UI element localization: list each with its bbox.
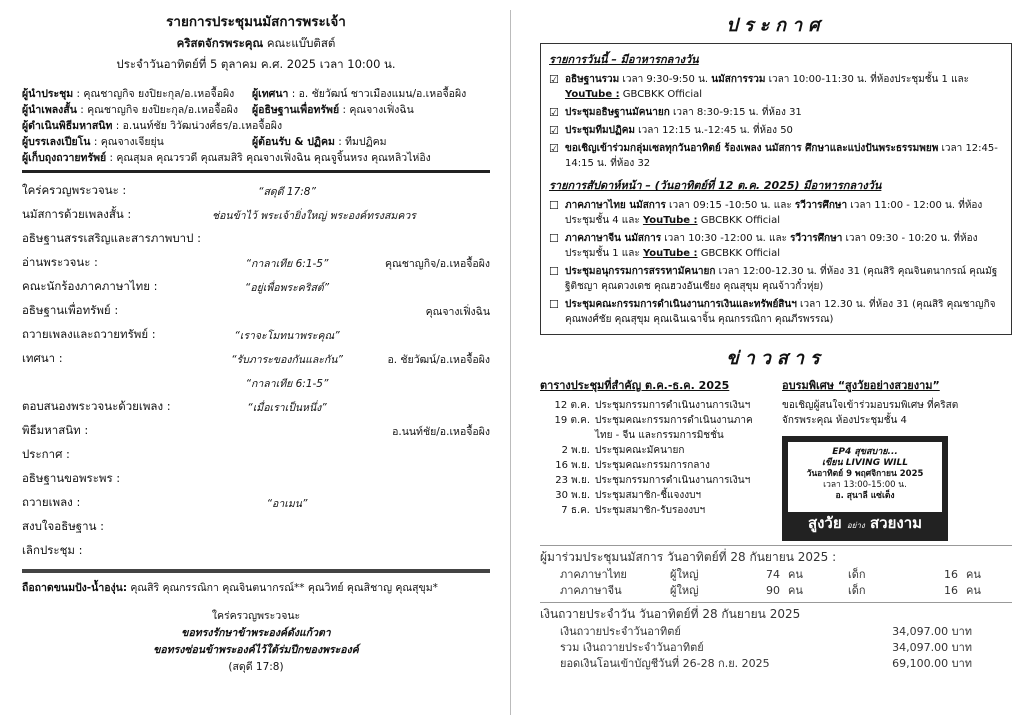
schedule-row bbox=[540, 473, 760, 488]
order-item: อ่านพระวจนะ : bbox=[22, 255, 98, 269]
order-row bbox=[22, 251, 490, 275]
attendance-child-count: 16 bbox=[944, 568, 958, 581]
announce-text bbox=[565, 264, 1003, 294]
order-row bbox=[22, 443, 490, 467]
role-label: ผู้นำเพลงสั้น bbox=[22, 104, 77, 116]
announce-detail: เวลา 10:00-11:30 น. ที่ห้องประชุมชั้น 1 และ bbox=[765, 74, 970, 85]
order-item: ตอบสนองพระวจนะด้วยเพลง : bbox=[22, 399, 171, 413]
divider bbox=[22, 170, 490, 173]
schedule-text: ประชุมสมาชิก-รับรองงบฯ bbox=[595, 505, 706, 516]
youtube-label: YouTube : bbox=[642, 248, 698, 259]
order-item: ประกาศ : bbox=[22, 447, 70, 461]
schedule-date: 16 พ.ย. bbox=[555, 460, 590, 471]
order-ref: “รับภาระของกันและกัน” bbox=[231, 353, 343, 366]
order-item: เทศนา : bbox=[22, 351, 63, 365]
offering-row bbox=[540, 624, 1012, 640]
order-person: อ. ชัยวัฒน์/อ.เหอจื้อผิง bbox=[387, 353, 490, 366]
training-panel bbox=[782, 376, 1012, 541]
announce-detail: เวลา 12:15 น.-12:45 น. ที่ห้อง 50 bbox=[635, 125, 793, 136]
schedule-row bbox=[540, 413, 760, 443]
attendance-group: ภาคภาษาจีน bbox=[560, 584, 622, 597]
offering-label: ยอดเงินโอนเข้าบัญชีวันที่ 26-28 ก.ย. 2025 bbox=[560, 657, 770, 670]
checkbox-icon: ☑ bbox=[549, 106, 559, 119]
next-list bbox=[549, 198, 1003, 327]
announce-item bbox=[549, 141, 1003, 171]
schedule-row bbox=[540, 443, 760, 458]
announce-text bbox=[565, 141, 1003, 171]
order-ref: “เราจะโมทนาพระคุณ” bbox=[234, 329, 340, 342]
announce-detail: เวลา 12:45-14:15 น. ที่ห้อง 32 bbox=[565, 143, 998, 169]
attendance-unit: คน bbox=[788, 584, 803, 597]
announce-detail: เวลา 12:00-12.30 น. ที่ห้อง 31 (คุณสิริ คุณจินตนากรณ์ คุณมัฐฐิติชญา คุณดวงเดช คุณฮวงอันเซียง คุณสุขุม คุณจ้าวกั๋วหุ่ย) bbox=[565, 266, 998, 292]
announce-bold: รวีวารศึกษา bbox=[790, 233, 843, 244]
announce-title: ประกาศ bbox=[726, 15, 826, 36]
role-cell bbox=[252, 102, 490, 118]
announce-item bbox=[549, 231, 1003, 261]
attendance-child-count: 16 bbox=[944, 584, 958, 597]
role-cell bbox=[22, 86, 252, 102]
role-cell bbox=[22, 118, 283, 134]
schedule-text: ประชุมคณะกรรมการดำเนินงานภาคไทย - จีน และกรรมการมิชชั่น bbox=[595, 415, 753, 441]
announce-item bbox=[549, 198, 1003, 228]
communion-servers: ถือถาดขนมปัง-น้ำองุ่น: คุณสิริ คุณกรรณิกา คุณจินตนากรณ์** คุณวิทย์ คุณสิชาญ คุณสุขุม* bbox=[22, 582, 438, 594]
attendance-unit: คน bbox=[788, 568, 803, 581]
role-cell bbox=[22, 150, 431, 166]
offering-row bbox=[540, 640, 1012, 656]
schedule-text: ประชุมคณะมัคนายก bbox=[595, 445, 685, 456]
schedule-text: ประชุมกรรมการดำเนินงานการเงินฯ bbox=[595, 475, 751, 486]
announce-bold: ประชุมคณะกรรมการดำเนินงานการเงินและทรัพย์สินฯ bbox=[565, 299, 797, 310]
attendance-child-label: เด็ก bbox=[848, 584, 866, 597]
order-item: ใคร่ครวญพระวจนะ : bbox=[22, 183, 127, 197]
attendance-adult-label: ผู้ใหญ่ bbox=[670, 584, 699, 597]
offering-value: 34,097.00 บาท bbox=[892, 641, 972, 654]
news-section bbox=[540, 376, 1012, 541]
order-row bbox=[22, 347, 490, 371]
schedule-date: 19 ต.ค. bbox=[554, 415, 590, 426]
poster-info: EP4 สุขสบาย... เขียน LIVING WILL วันอาทิตย์ 9 พฤศจิกายน 2025 เวลา 13:00-15:00 น. อ. สุนาลี แซ่เต็ง bbox=[788, 442, 942, 512]
checkbox-icon: ☐ bbox=[549, 265, 559, 278]
schedule-heading: ตารางประชุมที่สำคัญ ต.ค.-ธ.ค. 2025 bbox=[540, 379, 730, 392]
order-item: อธิษฐานสรรเสริญและสารภาพบาป : bbox=[22, 231, 201, 245]
offering-label: เงินถวายประจำวันอาทิตย์ bbox=[560, 625, 681, 638]
order-person: คุณชาญกิจ/อ.เหอจื้อผิง bbox=[385, 257, 490, 270]
order-ref: “กาลาเทีย 6:1-5” bbox=[245, 257, 329, 270]
announce-text bbox=[565, 72, 1003, 102]
announce-bold: ขอเชิญเข้าร่วมกลุ่มเซลทุกวันอาทิตย์ ร้องเพลง นมัสการ ศึกษาและแบ่งปันพระธรรมพยพ bbox=[565, 143, 939, 154]
checkbox-icon: ☑ bbox=[549, 73, 559, 86]
announce-item bbox=[549, 123, 1003, 138]
role-cell bbox=[252, 134, 490, 150]
role-value: : คุณชาญกิจ ยงปิยะกุล/อ.เหอจื้อผิง bbox=[73, 88, 235, 100]
role-cell bbox=[252, 118, 490, 134]
announce-detail: เวลา 9:30-9:50 น. bbox=[619, 74, 712, 85]
attendance-list bbox=[540, 567, 1012, 599]
order-ref: “อยู่เพื่อพระคริสต์” bbox=[244, 281, 330, 294]
announce-detail: เวลา 10:30 -12:00 น. และ bbox=[661, 233, 791, 244]
role-label: ผู้เก็บถุงถวายทรัพย์ bbox=[22, 152, 107, 164]
order-item: เลิกประชุม : bbox=[22, 543, 83, 557]
role-row bbox=[22, 102, 490, 118]
schedule-panel bbox=[540, 376, 760, 541]
role-row bbox=[22, 118, 490, 134]
church-name: คริสตจักรพระคุณ คณะแบ๊บติสต์ bbox=[176, 36, 336, 50]
checkbox-icon: ☑ bbox=[549, 124, 559, 137]
schedule-row bbox=[540, 458, 760, 473]
announce-box bbox=[540, 43, 1012, 335]
schedule-date: 7 ธ.ค. bbox=[561, 505, 590, 516]
order-row bbox=[22, 467, 490, 491]
schedule-text: ประชุมคณะกรรมการกลาง bbox=[595, 460, 710, 471]
role-cell bbox=[252, 150, 490, 166]
schedule-date: 2 พ.ย. bbox=[561, 445, 590, 456]
attendance-adult-count: 90 bbox=[766, 584, 780, 597]
schedule-row bbox=[540, 503, 760, 518]
role-cell bbox=[22, 102, 252, 118]
training-poster bbox=[782, 436, 948, 541]
page-divider bbox=[510, 10, 511, 715]
order-row bbox=[22, 419, 490, 443]
announce-detail: GBCBKK Official bbox=[619, 89, 703, 100]
role-label: ผู้อธิษฐานเพื่อทรัพย์ bbox=[252, 104, 340, 116]
next-heading: รายการสัปดาห์หน้า – (วันอาทิตย์ที่ 12 ต.ค. 2025) มีอาหารกลางวัน bbox=[549, 179, 882, 192]
order-person: อ.นนท์ชัย/อ.เหอจื้อผิง bbox=[392, 425, 490, 438]
order-ref: “อาเมน” bbox=[266, 497, 308, 510]
checkbox-icon: ☑ bbox=[549, 142, 559, 155]
role-label: ผู้เทศนา bbox=[252, 88, 289, 100]
announce-text bbox=[565, 198, 1003, 228]
training-text: ขอเชิญผู้สนใจเข้าร่วมอบรมพิเศษ ที่คริสตจักรพระคุณ ห้องประชุมชั้น 4 bbox=[782, 400, 959, 426]
order-row bbox=[22, 227, 490, 251]
meditation-verse: ใคร่ครวญพระวจนะ ขอทรงรักษาข้าพระองค์ดังแก้วตา ขอทรงซ่อนข้าพระองค์ไว้ใต้ร่มปีกของพระองค์ (สดุดี 17:8) bbox=[153, 610, 359, 673]
order-of-service bbox=[22, 179, 490, 563]
schedule-date: 23 พ.ย. bbox=[555, 475, 590, 486]
roles-list bbox=[22, 86, 490, 166]
announce-detail: GBCBKK Official bbox=[697, 248, 780, 259]
announce-detail: GBCBKK Official bbox=[697, 215, 780, 226]
offering-list bbox=[540, 624, 1012, 672]
attendance-adult-count: 74 bbox=[766, 568, 780, 581]
schedule-date: 30 พ.ย. bbox=[555, 490, 590, 501]
role-label: ผู้ต้อนรับ & ปฏิคม bbox=[252, 136, 335, 148]
order-item: คณะนักร้องภาคภาษาไทย : bbox=[22, 279, 158, 293]
attendance-section bbox=[540, 545, 1012, 599]
announce-bold: ประชุมอธิษฐานมัคนายก bbox=[565, 107, 670, 118]
announce-item bbox=[549, 72, 1003, 102]
announce-detail: เวลา 09:15 -10:50 น. และ bbox=[665, 200, 795, 211]
training-heading: อบรมพิเศษ “สูงวัยอย่างสวยงาม” bbox=[782, 379, 940, 392]
announce-item bbox=[549, 297, 1003, 327]
order-row bbox=[22, 539, 490, 563]
offering-section bbox=[540, 602, 1012, 672]
announce-bold: นมัสการรวม bbox=[711, 74, 766, 85]
role-value: : ทีมปฏิคม bbox=[334, 136, 387, 148]
order-person: คุณจางเฟิ่งฉิน bbox=[425, 305, 490, 318]
attendance-child-label: เด็ก bbox=[848, 568, 866, 581]
order-item: ถวายเพลง : bbox=[22, 495, 81, 509]
role-label: ผู้นำประชุม bbox=[22, 88, 74, 100]
left-page bbox=[22, 10, 490, 720]
youtube-label: YouTube : bbox=[565, 89, 620, 100]
announce-bold: รวีวารศึกษา bbox=[794, 200, 848, 211]
order-row bbox=[22, 299, 490, 323]
schedule-date: 12 ต.ค. bbox=[554, 400, 590, 411]
order-item: อธิษฐานเพื่อทรัพย์ : bbox=[22, 303, 119, 317]
schedule-list bbox=[540, 398, 760, 518]
order-row bbox=[22, 323, 490, 347]
order-row bbox=[22, 203, 490, 227]
order-item: สงบใจอธิษฐาน : bbox=[22, 519, 104, 533]
news-title: ข่าวสาร bbox=[726, 348, 826, 369]
role-value: : คุณชาญกิจ ยงปิยะกุล/อ.เหอจื้อผิง bbox=[76, 104, 238, 116]
youtube-label: YouTube : bbox=[642, 215, 698, 226]
role-value: : อ. ชัยวัฒน์ ชาวเมืองแมน/อ.เหอจื้อผิง bbox=[288, 88, 467, 100]
offering-row bbox=[540, 656, 1012, 672]
schedule-text: ประชุมสมาชิก-ชี้แจงงบฯ bbox=[595, 490, 702, 501]
schedule-row bbox=[540, 398, 760, 413]
announce-bold: ภาคภาษาไทย นมัสการ bbox=[565, 200, 666, 211]
checkbox-icon: ☐ bbox=[549, 232, 559, 245]
attendance-group: ภาคภาษาไทย bbox=[560, 568, 627, 581]
order-item: ถวายเพลงและถวายทรัพย์ : bbox=[22, 327, 156, 341]
attendance-adult-label: ผู้ใหญ่ bbox=[670, 568, 699, 581]
checkbox-icon: ☐ bbox=[549, 298, 559, 311]
today-heading: รายการวันนี้ – มีอาหารกลางวัน bbox=[549, 53, 699, 66]
announce-item bbox=[549, 264, 1003, 294]
role-row bbox=[22, 150, 490, 166]
role-label: ผู้ดำเนินพิธีมหาสนิท bbox=[22, 120, 113, 132]
role-cell bbox=[22, 134, 252, 150]
offering-heading: เงินถวายประจำวัน วันอาทิตย์ที่ 28 กันยายน 2025 bbox=[540, 607, 801, 621]
announce-detail: เวลา 09:30 - 10:20 น. ที่ห้องประชุมชั้น 1 และ bbox=[565, 233, 978, 259]
announce-text bbox=[565, 231, 1003, 261]
role-row bbox=[22, 134, 490, 150]
announce-detail: เวลา 8:30-9:15 น. ที่ห้อง 31 bbox=[669, 107, 802, 118]
order-ref: “เมื่อเราเป็นหนึ่ง” bbox=[247, 401, 327, 414]
role-cell bbox=[252, 86, 490, 102]
announce-text bbox=[565, 297, 1003, 327]
order-row bbox=[22, 395, 490, 419]
announce-text bbox=[565, 123, 1003, 138]
announce-text bbox=[565, 105, 1003, 120]
checkbox-icon: ☐ bbox=[549, 199, 559, 212]
role-value: : อ.นนท์ชัย วิวัฒน่วงศ์ธร/อ.เหอจื้อผิง bbox=[112, 120, 283, 132]
order-item: นมัสการด้วยเพลงสั้น : bbox=[22, 207, 132, 221]
offering-label: รวม เงินถวายประจำวันอาทิตย์ bbox=[560, 641, 704, 654]
service-date: ประจำวันอาทิตย์ที่ 5 ตุลาคม ค.ศ. 2025 เวลา 10:00 น. bbox=[116, 57, 396, 71]
divider bbox=[22, 569, 490, 573]
attendance-unit: คน bbox=[966, 584, 981, 597]
order-item: พิธีมหาสนิท : bbox=[22, 423, 89, 437]
role-row bbox=[22, 86, 490, 102]
order-ref: “กาลาเทีย 6:1-5” bbox=[245, 377, 329, 390]
announce-bold: ประชุมอนุกรรมการสรรหามัคนายก bbox=[565, 266, 716, 277]
announce-detail: เวลา 12.30 น. ที่ห้อง 31 (คุณสิริ คุณชาญกิจ คุณพงศ์ชัย คุณสุขุม คุณเฉินเฉาจิ้น คุณกรรณิกา คุณภีรพรรณ) bbox=[565, 299, 996, 325]
order-item: อธิษฐานขอพระพร : bbox=[22, 471, 121, 485]
role-value: : คุณจางเจียยุ่น bbox=[90, 136, 164, 148]
attendance-unit: คน bbox=[966, 568, 981, 581]
offering-value: 34,097.00 บาท bbox=[892, 625, 972, 638]
order-row bbox=[22, 275, 490, 299]
poster-footer: สูงวัย อย่าง สวยงาม bbox=[807, 514, 923, 532]
attendance-row bbox=[540, 567, 1012, 583]
order-row bbox=[22, 179, 490, 203]
schedule-text: ประชุมกรรมการดำเนินงานการเงินฯ bbox=[595, 400, 751, 411]
announce-detail: เวลา 11:00 - 12:00 น. ที่ห้องประชุมชั้น 4 และ bbox=[565, 200, 983, 226]
announce-bold: อธิษฐานรวม bbox=[565, 74, 620, 85]
role-label: ผู้บรรเลงเปียโน bbox=[22, 136, 91, 148]
schedule-row bbox=[540, 488, 760, 503]
today-list bbox=[549, 72, 1003, 171]
order-row bbox=[22, 371, 490, 395]
role-value: : คุณสุมล คุณวรวดี คุณสมสิริ คุณจางเฟิ่งฉิน คุณจูจิ้นหรง คุณหลิวไห่อิง bbox=[106, 152, 431, 164]
order-ref: ช่อนข้าไว้ พระเจ้ายิ่งใหญ่ พระองค์ทรงสมควร bbox=[212, 209, 416, 222]
right-page bbox=[540, 10, 1012, 720]
attendance-heading: ผู้มาร่วมประชุมนมัสการ วันอาทิตย์ที่ 28 กันยายน 2025 : bbox=[540, 550, 837, 564]
order-row bbox=[22, 515, 490, 539]
offering-value: 69,100.00 บาท bbox=[892, 657, 972, 670]
announce-item bbox=[549, 105, 1003, 120]
role-value: : คุณจางเฟิ่งฉิน bbox=[339, 104, 414, 116]
service-title: รายการประชุมนมัสการพระเจ้า bbox=[166, 14, 346, 30]
announce-bold: ภาคภาษาจีน นมัสการ bbox=[565, 233, 662, 244]
order-ref: “สดุดี 17:8” bbox=[258, 185, 316, 198]
announce-bold: ประชุมทีมปฏิคม bbox=[565, 125, 635, 136]
attendance-row bbox=[540, 583, 1012, 599]
order-row bbox=[22, 491, 490, 515]
